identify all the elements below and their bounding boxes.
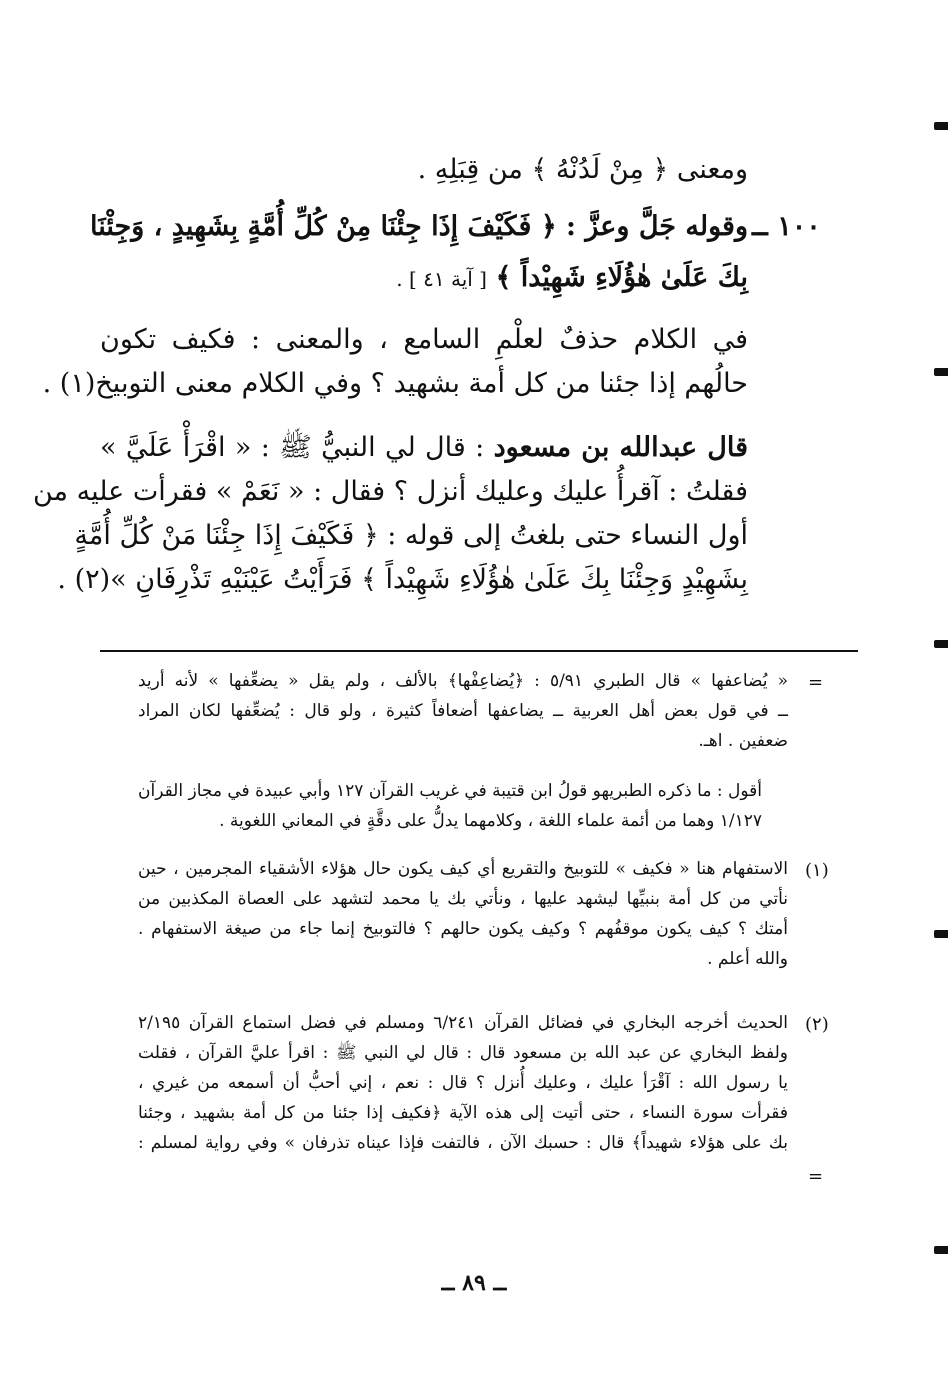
- paragraph-line: أول النساء حتى بلغتُ إلى قوله : ﴿ فَكَيْفَ إِذَا جِئْنَا مَنْ كُلِّ أُمَّةٍ: [74, 520, 748, 551]
- paragraph-line: [100, 426, 748, 470]
- footnote-line: بك على هؤلاء شهيداً﴾ قال : حسبك الآن ، فالتفت فإذا عيناه تذرفان » وفي رواية لمسلم :: [138, 1133, 788, 1153]
- scan-edge-mark: [934, 930, 948, 938]
- verse-line-2-wrap: [100, 258, 748, 299]
- footnote-1-marker: (١): [805, 860, 829, 881]
- footnote-separator: [100, 650, 858, 652]
- paragraph-line: فقلتُ : آقرأُ عليك وعليك أنزل ؟ فقال : « نَعَمْ » فقرأت عليه من: [33, 476, 748, 507]
- footnote-line: ضعفين . اهـ.: [698, 731, 788, 751]
- verse-line-1: وقوله جَلَّ وعزَّ : ﴿ فَكَيْفَ إِذَا جِئْنَا مِنْ كُلِّ أُمَّةٍ بِشَهِيدٍ ، وَجِئْنَا: [89, 211, 748, 242]
- footnote-2: [138, 1008, 788, 1158]
- footnote-continuation: [138, 666, 788, 756]
- footnote-aqul: [138, 776, 762, 836]
- verse-line-2: بِكَ عَلَىٰ هٰؤُلَاءِ شَهِيْداً ﴾: [495, 262, 748, 293]
- continuation-marker: =: [808, 672, 824, 693]
- footnote-1: [138, 854, 788, 974]
- footnote-line: والله أعلم .: [707, 949, 788, 969]
- paragraph-hadith: [33, 426, 748, 602]
- footnote-line: ــ في قول بعض أهل العربية ــ يضاعفها أضعافاً كثيرة ، ولو قال : يُضعِّفها لكان المراد: [138, 701, 788, 721]
- footnote-line: ١/١٢٧ وهما من أئمة علماء اللغة ، وكلامهما يدلُّ على دقَّةٍ في المعاني اللغوية .: [219, 811, 762, 831]
- footnote-line: أقول : ما ذكره الطبريهو قولُ ابن قتيبة في غريب القرآن ١٢٧ وأبي عبيدة في مجاز القرآن: [138, 781, 762, 801]
- scan-edge-mark: [934, 1246, 948, 1254]
- scan-edge-mark: [934, 122, 948, 130]
- verse-reference: [ آية ٤١ ] .: [396, 267, 487, 291]
- footnote-line: « يُضاعفها » قال الطبري ٥/٩١ : ﴿يُضاعِفْها﴾ بالألف ، ولم يقل « يضعِّفها » لأنه أريد: [138, 671, 788, 691]
- paragraph-line: بِشَهِيْدٍ وَجِئْنَا بِكَ عَلَىٰ هٰؤُلَاءِ شَهِيْداً ﴾ فَرَأَيْتُ عَيْنَيْهِ تَذْرِفَانِ »(٢) .: [57, 564, 748, 595]
- paragraph-line: حالُهم إذا جئنا من كل أمة بشهيد ؟ وفي الكلام معنى التوبيخ(١) .: [42, 368, 748, 399]
- narrator-text: : قال لي النبيُّ ﷺ : « اقْرَأْ عَلَيَّ »: [100, 432, 485, 463]
- paragraph-line: في الكلام حذفٌ لعلْمِ السامع ، والمعنى : فكيف تكون: [100, 324, 748, 355]
- footnote-line: الاستفهام هنا « فكيف » للتوبيخ والتقريع أي كيف يكون حال هؤلاء الأشقياء المجرمين ، حين: [138, 859, 788, 879]
- footnote-line: نأتي من كل أمة بنبيِّها ليشهد عليها ، ونأتي بك يا محمد لتشهد على العصاة المكذبين من: [138, 889, 788, 909]
- narrator-name: قال عبدالله بن مسعود: [493, 432, 748, 463]
- verse-number: ١٠٠ ــ: [752, 211, 821, 242]
- intro-line: ومعنى ﴿ مِنْ لَدُنْهُ ﴾ من قِبَلِهِ .: [417, 154, 748, 185]
- footnote-line: الحديث أخرجه البخاري في فضائل القرآن ٦/٢٤١ ومسلم في فضل استماع القرآن ٢/١٩٥: [138, 1013, 788, 1033]
- page-number: ــ ٨٩ ــ: [441, 1270, 507, 1296]
- footnote-line: أمتك ؟ كيف يكون موقفُهم ؟ وكيف يكون حالهم ؟ فالتوبيخ إنما جاء من صيغة الاستفهام .: [138, 919, 788, 939]
- footnote-2-marker: (٢): [805, 1014, 829, 1035]
- scan-edge-mark: [934, 640, 948, 648]
- footnote-line: فقرأت سورة النساء ، حتى أتيت إلى هذه الآية ﴿فكيف إذا جئنا من كل أمة بشهيد ، وجئنا: [138, 1103, 788, 1123]
- scan-edge-mark: [934, 368, 948, 376]
- footnote-line: يا رسول الله : آقْرَأ عليك ، وعليك أُنزل ؟ قال : نعم ، إني أحبُّ أن أسمعه من غيري ،: [138, 1073, 788, 1093]
- end-marker: =: [808, 1166, 824, 1187]
- paragraph-explanation: [42, 318, 748, 406]
- footnote-line: ولفظ البخاري عن عبد الله بن مسعود قال : قال لي النبي ﷺ : اقرأ عليَّ القرآن ، فقلت: [138, 1043, 788, 1063]
